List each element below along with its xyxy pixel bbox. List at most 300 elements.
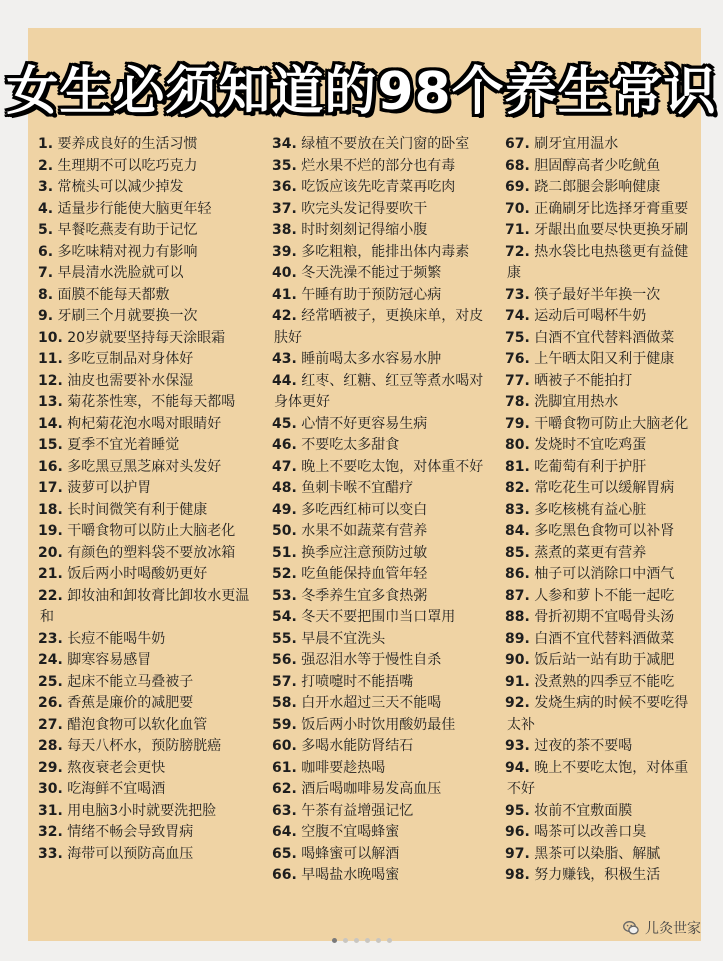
tip-item [507,156,699,178]
tip-number: 17. [38,480,63,496]
tip-text: 饭后两小时饮用酸奶最佳 [301,716,456,733]
tip-number: 23. [38,630,63,647]
tip-text: 红枣、红糖、红豆等煮水喝对身体更好 [274,372,484,410]
tips-column-1 [40,134,262,865]
tip-text: 饭后站一站有助于减肥 [534,652,675,668]
tip-item [274,521,496,543]
tip-item [40,414,262,436]
carousel-dot[interactable] [387,938,392,943]
tip-number: 65. [272,845,297,862]
tip-item [40,801,262,823]
tip-item [40,521,262,543]
tip-text: 多吃西红柿可以变白 [301,501,428,518]
tip-number: 82. [505,480,530,496]
tip-text: 吃葡萄有利于护肝 [534,458,647,475]
tip-text: 熬夜衰老会更快 [67,759,166,776]
tip-number: 54. [272,609,297,625]
tip-number: 62. [272,781,297,797]
tip-text: 发烧生病的时候不要吃得太补 [507,695,689,733]
tip-item [274,586,496,608]
tip-number: 96. [505,824,530,840]
tip-text: 午茶有益增强记忆 [301,802,414,819]
tip-number: 71. [505,222,530,238]
tip-item [507,500,699,522]
tip-number: 44. [272,372,297,389]
tip-text: 喝蜂蜜可以解酒 [301,845,400,862]
tip-text: 适量步行能使大脑更年轻 [57,200,212,217]
tip-item [274,865,496,887]
tip-number: 16. [38,458,63,475]
tip-item [40,822,262,844]
tip-item [274,822,496,844]
tip-item [40,392,262,414]
tip-number: 18. [38,501,63,518]
tip-item [274,693,496,715]
tip-text: 冬天洗澡不能过于频繁 [301,265,442,281]
tip-item [507,629,699,651]
tip-item [40,693,262,715]
tip-item [40,586,262,629]
tip-item [274,607,496,629]
tip-text: 骨折初期不宜喝骨头汤 [534,609,675,625]
tip-number: 2. [38,157,54,174]
tip-number: 68. [505,157,530,174]
tip-text: 夏季不宜光着睡觉 [67,437,180,453]
tip-number: 22. [38,587,63,604]
tip-text: 冬季养生宜多食热粥 [301,587,428,604]
tip-item [40,715,262,737]
tip-text: 黑茶可以染脂、解腻 [534,845,661,862]
tip-number: 38. [272,222,297,238]
tip-number: 79. [505,415,530,432]
tip-number: 35. [272,157,297,174]
tip-item [274,134,496,156]
tip-number: 89. [505,630,530,647]
tip-text: 鱼刺卡喉不宜醋疗 [301,480,414,496]
tip-number: 94. [505,759,530,776]
tip-item [507,736,699,758]
tip-item [274,220,496,242]
tip-item [40,629,262,651]
tip-item [274,844,496,866]
tip-number: 64. [272,824,297,840]
tip-text: 空腹不宜喝蜂蜜 [301,824,400,840]
tip-item [274,177,496,199]
tips-column-3 [507,134,699,887]
tip-text: 刷牙宜用温水 [534,136,619,152]
tip-number: 59. [272,716,297,733]
tip-number: 57. [272,673,297,690]
tip-item [40,478,262,500]
tip-number: 72. [505,243,530,260]
tip-number: 98. [505,867,530,883]
tip-text: 心情不好更容易生病 [301,415,428,432]
tip-text: 绿植不要放在关门窗的卧室 [301,136,470,152]
tip-item [274,801,496,823]
tip-text: 香蕉是廉价的减肥要 [67,695,194,711]
tip-item [40,650,262,672]
tip-number: 97. [505,845,530,862]
tip-number: 13. [38,394,63,410]
tip-number: 80. [505,437,530,453]
tip-item [274,564,496,586]
tip-text: 生理期不可以吃巧克力 [57,157,198,174]
tip-text: 吃饭应该先吃青菜再吃肉 [301,179,456,195]
tip-text: 菠萝可以护胃 [67,480,152,496]
tip-number: 11. [38,351,63,367]
tip-number: 36. [272,179,297,195]
tip-text: 强忍泪水等于慢性自杀 [301,652,442,668]
tip-text: 油皮也需要补水保湿 [67,372,194,389]
tip-text: 长痘不能喝牛奶 [67,630,166,647]
tip-item [40,543,262,565]
tip-item [40,199,262,221]
tip-text: 吹完头发记得要吹干 [301,200,428,217]
tip-item [40,220,262,242]
tip-number: 75. [505,329,530,346]
tip-text: 早喝盐水晚喝蜜 [301,867,400,883]
tip-text: 吃鱼能保持血管年轻 [301,566,428,582]
tip-number: 28. [38,738,63,754]
page-title: 女生必须知道的98个养生常识 [6,62,717,122]
tip-item [274,285,496,307]
tip-item [507,758,699,801]
tip-item [507,801,699,823]
tip-text: 早晨清水洗脸就可以 [57,265,184,281]
tip-number: 77. [505,372,530,389]
tip-item [507,177,699,199]
tip-number: 51. [272,544,297,561]
tip-number: 91. [505,673,530,690]
tip-number: 81. [505,458,530,475]
tip-number: 20. [38,544,63,561]
tip-text: 柚子可以消除口中酒气 [534,566,675,582]
tip-text: 烂水果不烂的部分也有毒 [301,157,456,174]
tip-number: 55. [272,630,297,647]
tip-number: 6. [38,243,54,260]
tip-item [274,263,496,285]
tip-number: 1. [38,136,54,152]
tip-number: 70. [505,200,530,217]
tip-item [40,844,262,866]
tip-text: 饭后两小时喝酸奶更好 [67,566,208,582]
tip-text: 妆前不宜敷面膜 [534,802,633,819]
tip-text: 胆固醇高者少吃鱿鱼 [534,157,661,174]
tip-item [40,758,262,780]
tip-number: 76. [505,351,530,367]
tip-number: 5. [38,222,54,238]
tip-number: 7. [38,265,54,281]
tip-text: 20岁就要坚持每天涂眼霜 [67,329,226,346]
tip-item [274,650,496,672]
tip-number: 42. [272,308,297,324]
tip-number: 43. [272,351,297,367]
tip-text: 喝茶可以改善口臭 [534,824,647,840]
tip-text: 发烧时不宜吃鸡蛋 [534,437,647,453]
tip-text: 早晨不宜洗头 [301,630,386,647]
tip-item [40,177,262,199]
tip-text: 多吃粗粮，能排出体内毒素 [301,243,470,260]
tip-text: 吃海鲜不宜喝酒 [67,781,166,797]
tip-text: 白酒不宜代替料酒做菜 [534,329,675,346]
tip-text: 多吃豆制品对身体好 [67,351,194,367]
tip-text: 蒸煮的菜更有营养 [534,544,647,561]
tip-item [274,306,496,349]
tip-text: 过夜的茶不要喝 [534,738,633,754]
tip-item [507,285,699,307]
tip-number: 49. [272,501,297,518]
tip-number: 83. [505,501,530,518]
tip-text: 没煮熟的四季豆不能吃 [534,673,675,690]
tip-item [40,242,262,264]
tip-item [40,371,262,393]
tip-item [274,349,496,371]
tip-item [40,672,262,694]
tip-item [507,693,699,736]
tip-text: 午睡有助于预防冠心病 [301,286,442,303]
tip-item [274,156,496,178]
tip-number: 10. [38,329,63,346]
tip-item [507,586,699,608]
carousel-dot[interactable] [332,938,337,943]
tip-item [507,672,699,694]
tip-item [507,844,699,866]
tip-text: 水果不如蔬菜有营养 [301,523,428,539]
tip-text: 醋泡食物可以软化血管 [67,716,208,733]
tip-item [507,371,699,393]
tip-item [507,865,699,887]
tip-number: 50. [272,523,297,539]
tip-number: 21. [38,566,63,582]
tip-text: 正确刷牙比选择牙膏重要 [534,200,689,217]
tip-number: 84. [505,523,530,539]
tip-item [507,349,699,371]
tip-text: 多吃黑豆黑芝麻对头发好 [67,458,222,475]
tip-text: 用电脑3小时就要洗把脸 [67,802,217,819]
tip-number: 78. [505,394,530,410]
wechat-icon [623,920,639,936]
tip-item [507,134,699,156]
tip-text: 海带可以预防高血压 [67,845,194,862]
tip-text: 枸杞菊花泡水喝对眼睛好 [67,415,222,432]
tip-item [274,758,496,780]
tip-number: 26. [38,695,63,711]
tip-number: 95. [505,802,530,819]
tip-number: 4. [38,200,54,217]
tip-text: 冬天不要把围巾当口罩用 [301,609,456,625]
carousel-dot[interactable] [354,938,359,943]
tip-item [274,779,496,801]
tip-number: 8. [38,286,54,303]
tip-number: 37. [272,200,297,217]
tip-number: 66. [272,867,297,883]
tip-text: 白酒不宜代替料酒做菜 [534,630,675,647]
tip-number: 31. [38,802,63,819]
tip-text: 咖啡要趁热喝 [301,759,386,776]
tip-text: 菊花茶性寒，不能每天都喝 [67,394,236,410]
tip-text: 跷二郎腿会影响健康 [534,179,661,195]
tip-item [507,478,699,500]
tip-number: 60. [272,738,297,754]
tip-text: 上午晒太阳又利于健康 [534,351,675,367]
tip-item [40,736,262,758]
tip-item [274,242,496,264]
tip-text: 常吃花生可以缓解胃病 [534,480,675,496]
tip-number: 85. [505,544,530,561]
tip-item [274,414,496,436]
tip-number: 53. [272,587,297,604]
tip-item [274,457,496,479]
tip-text: 筷子最好半年换一次 [534,286,661,303]
tip-item [40,435,262,457]
tip-item [274,435,496,457]
tip-item [507,199,699,221]
tip-number: 32. [38,824,63,840]
tip-item [40,263,262,285]
tip-number: 24. [38,652,63,668]
tip-item [507,435,699,457]
tip-text: 努力赚钱，积极生活 [534,867,661,883]
carousel-indicator[interactable] [0,938,723,943]
tip-number: 74. [505,308,530,324]
tip-text: 运动后可喝杯牛奶 [534,308,647,324]
tip-text: 不要吃太多甜食 [301,437,400,453]
carousel-dot[interactable] [343,938,348,943]
tip-text: 脚寒容易感冒 [67,652,152,668]
tip-text: 洗脚宜用热水 [534,394,619,410]
tip-text: 多吃味精对视力有影响 [57,243,198,260]
tip-text: 长时间微笑有利于健康 [67,501,208,518]
tip-number: 87. [505,587,530,604]
tip-text: 多喝水能防肾结石 [301,738,414,754]
tip-number: 30. [38,781,63,797]
tip-number: 61. [272,759,297,776]
tip-text: 牙刷三个月就要换一次 [57,308,198,324]
tip-text: 卸妆油和卸妆膏比卸妆水更温和 [40,587,250,625]
tip-text: 情绪不畅会导致胃病 [67,824,194,840]
tip-text: 晚上不要吃太饱，对体重不好 [301,458,484,475]
tip-item [40,328,262,350]
tip-number: 93. [505,738,530,754]
tip-number: 63. [272,802,297,819]
tip-item [507,521,699,543]
tip-number: 58. [272,695,297,711]
tip-item [274,199,496,221]
carousel-dot[interactable] [365,938,370,943]
tip-item [507,306,699,328]
tip-number: 48. [272,480,297,496]
tip-item [274,629,496,651]
tip-text: 每天八杯水，预防膀胱癌 [67,738,222,754]
tip-item [274,371,496,414]
tip-text: 换季应注意预防过敏 [301,544,428,561]
tip-item [507,242,699,285]
tip-item [274,500,496,522]
tip-number: 34. [272,136,297,152]
tip-text: 多吃黑色食物可以补肾 [534,523,675,539]
tip-text: 热水袋比电热毯更有益健康 [507,243,689,281]
tip-text: 早餐吃燕麦有助于记忆 [57,222,198,238]
tip-text: 经常晒被子，更换床单，对皮肤好 [274,308,484,346]
tip-item [40,500,262,522]
tip-number: 88. [505,609,530,625]
tip-number: 67. [505,136,530,152]
carousel-dot[interactable] [376,938,381,943]
tip-item [507,822,699,844]
tip-number: 29. [38,759,63,776]
tip-text: 时时刻刻记得缩小腹 [301,222,428,238]
tip-number: 86. [505,566,530,582]
tip-number: 90. [505,652,530,668]
tip-item [507,328,699,350]
tip-number: 73. [505,286,530,303]
tip-item [274,672,496,694]
tip-text: 晚上不要吃太饱，对体重不好 [507,759,689,797]
watermark-text: 儿灸世家 [645,921,701,937]
tip-item [507,607,699,629]
tip-number: 47. [272,458,297,475]
tip-number: 27. [38,716,63,733]
tip-text: 常梳头可以减少掉发 [57,179,184,195]
tip-item [40,134,262,156]
tip-text: 睡前喝太多水容易水肿 [301,351,442,367]
tip-text: 要养成良好的生活习惯 [57,136,198,152]
tip-number: 92. [505,695,530,711]
tip-number: 14. [38,415,63,432]
tip-text: 面膜不能每天都敷 [57,286,170,303]
tip-text: 有颜色的塑料袋不要放冰箱 [67,544,236,561]
tip-item [507,564,699,586]
tip-text: 人参和萝卜不能一起吃 [534,587,675,604]
tip-item [40,349,262,371]
tip-text: 酒后喝咖啡易发高血压 [301,781,442,797]
tip-number: 45. [272,415,297,432]
tip-item [507,220,699,242]
tips-column-2 [274,134,496,887]
tip-text: 牙龈出血要尽快更换牙刷 [534,222,689,238]
tip-item [40,457,262,479]
tip-number: 3. [38,179,54,195]
tip-item [274,478,496,500]
tip-item [507,543,699,565]
tip-number: 25. [38,673,63,690]
tip-text: 起床不能立马叠被子 [67,673,194,690]
tip-text: 晒被子不能拍打 [534,372,633,389]
watermark [623,918,701,938]
tip-item [507,392,699,414]
tip-item [40,156,262,178]
tip-item [40,285,262,307]
tip-number: 33. [38,845,63,862]
tip-number: 9. [38,308,54,324]
tip-text: 干嚼食物可防止大脑老化 [534,415,689,432]
tip-item [507,414,699,436]
tip-item [40,564,262,586]
tip-number: 15. [38,437,63,453]
tip-text: 多吃核桃有益心脏 [534,501,647,518]
tip-item [274,715,496,737]
tip-item [274,543,496,565]
tip-text: 干嚼食物可以防止大脑老化 [67,523,236,539]
tip-number: 19. [38,523,63,539]
tip-number: 69. [505,179,530,195]
tip-text: 白开水超过三天不能喝 [301,695,442,711]
tip-number: 40. [272,265,297,281]
tip-item [507,650,699,672]
tip-item [40,306,262,328]
tip-item [40,779,262,801]
tip-item [274,736,496,758]
